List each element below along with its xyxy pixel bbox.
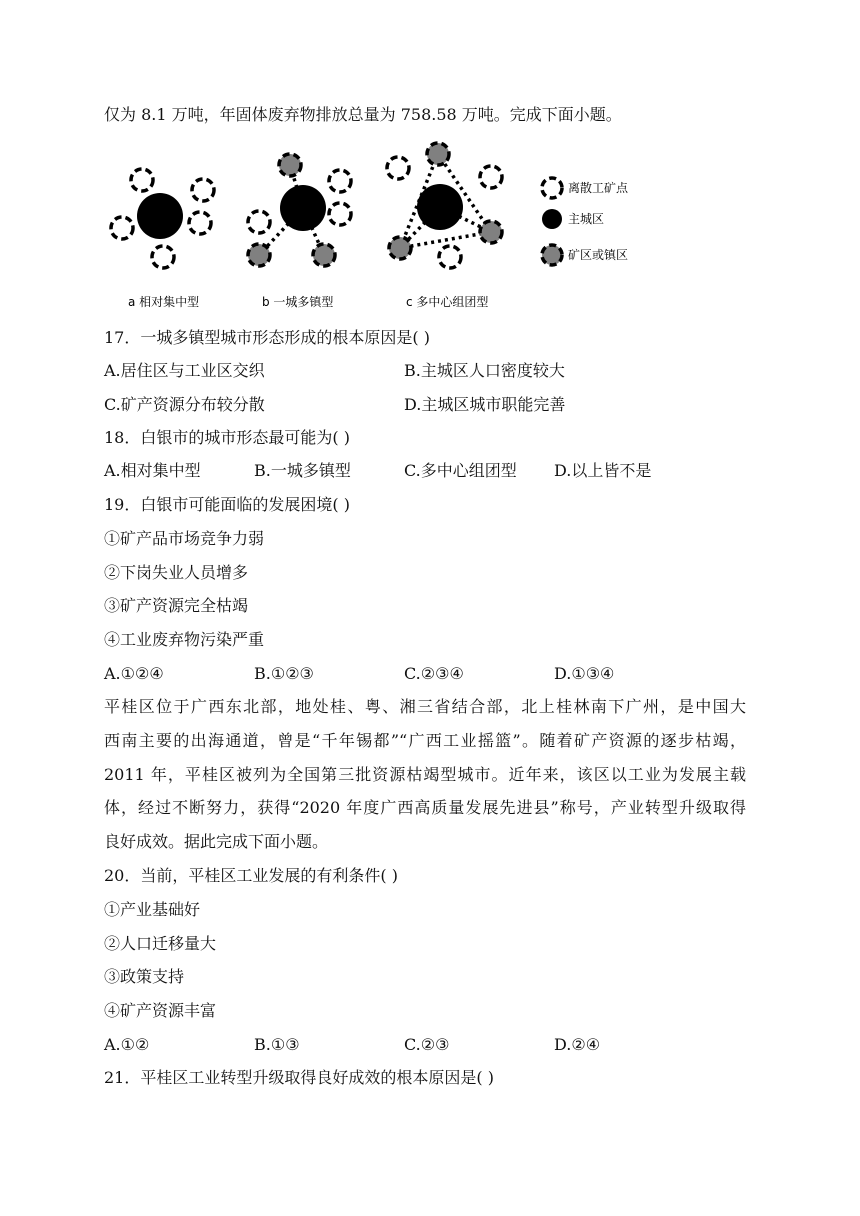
q18-option-b: B.一城多镇型	[254, 461, 351, 480]
mine-town	[480, 221, 502, 243]
legend-dispersed-label: 离散工矿点	[568, 181, 629, 195]
q18-option-c: C.多中心组团型	[404, 461, 517, 480]
q19-option-a: A.①②④	[104, 664, 164, 683]
legend-dispersed-icon	[542, 178, 562, 198]
q18-stem: 18．白银市的城市形态最可能为( )	[104, 428, 350, 447]
q20-stem: 20．当前，平桂区工业发展的有利条件( )	[104, 866, 398, 885]
dispersed-point	[480, 166, 502, 188]
intro-text: 仅为 8.1 万吨，年固体废弃物排放总量为 758.58 万吨。完成下面小题。	[104, 105, 622, 124]
passage-line: 2011 年，平桂区被列为全国第三批资源枯竭型城市。近年来，该区以工业为发展主载	[104, 765, 746, 784]
dispersed-point	[111, 217, 133, 239]
mine-town	[389, 237, 411, 259]
passage-line: 平桂区位于广西东北部，地处桂、粤、湘三省结合部，北上桂林南下广州，是中国大	[104, 697, 746, 716]
q20-item-1: ①产业基础好	[104, 900, 201, 919]
q19-option-c: C.②③④	[404, 664, 464, 683]
q18-option-a: A.相对集中型	[104, 461, 201, 480]
q17-option-a: A.居住区与工业区交织	[104, 361, 265, 380]
legend-main-icon	[542, 209, 562, 229]
q20-option-d: D.②④	[554, 1035, 601, 1054]
dispersed-point	[387, 157, 409, 179]
dispersed-point	[192, 179, 214, 201]
main-city-a	[137, 193, 183, 239]
diagram-a	[111, 169, 214, 268]
mine-town	[279, 154, 301, 176]
mine-town	[427, 143, 449, 165]
city-form-figure	[100, 140, 660, 315]
dispersed-point	[439, 246, 461, 268]
legend-mine-icon	[542, 245, 562, 265]
q19-item-3: ③矿产资源完全枯竭	[104, 596, 249, 615]
q17-option-d: D.主城区城市职能完善	[404, 395, 566, 414]
main-city-b	[280, 185, 326, 231]
dispersed-point	[329, 203, 351, 225]
q19-stem: 19．白银市可能面临的发展困境( )	[104, 495, 350, 514]
q20-option-b: B.①③	[254, 1035, 300, 1054]
mine-town	[313, 244, 335, 266]
q19-item-2: ②下岗失业人员增多	[104, 563, 249, 582]
legend-mine-label: 矿区或镇区	[568, 248, 629, 262]
dispersed-point	[329, 170, 351, 192]
q19-item-4: ④工业废弃物污染严重	[104, 630, 265, 649]
dispersed-point	[131, 169, 153, 191]
dispersed-point	[152, 246, 174, 268]
diagram-c	[387, 143, 502, 268]
main-city-c	[417, 184, 463, 230]
caption-c: c 多中心组团型	[406, 295, 489, 309]
mine-town	[248, 244, 270, 266]
passage-line: 体，经过不断努力，获得“2020 年度广西高质量发展先进县”称号，产业转型升级取得	[104, 798, 746, 817]
q18-option-d: D.以上皆不是	[554, 461, 652, 480]
passage-line: 西南主要的出海通道，曾是“千年锡都”“广西工业摇篮”。随着矿产资源的逐步枯竭，	[104, 731, 746, 750]
passage-line: 良好成效。据此完成下面小题。	[104, 832, 329, 851]
dispersed-point	[248, 211, 270, 233]
legend-main-label: 主城区	[568, 212, 605, 226]
q17-stem: 17．一城多镇型城市形态形成的根本原因是( )	[104, 328, 430, 347]
q19-option-b: B.①②③	[254, 664, 314, 683]
caption-a: a 相对集中型	[128, 295, 200, 309]
legend	[542, 178, 629, 265]
caption-b: b 一城多镇型	[262, 295, 334, 309]
q17-option-c: C.矿产资源分布较分散	[104, 395, 265, 414]
diagram-b	[248, 154, 351, 266]
q17-option-b: B.主城区人口密度较大	[404, 361, 565, 380]
q20-option-c: C.②③	[404, 1035, 450, 1054]
q20-option-a: A.①②	[104, 1035, 150, 1054]
q20-item-3: ③政策支持	[104, 967, 185, 986]
q20-item-2: ②人口迁移量大	[104, 934, 217, 953]
q21-stem: 21．平桂区工业转型升级取得良好成效的根本原因是( )	[104, 1068, 494, 1087]
q19-item-1: ①矿产品市场竞争力弱	[104, 529, 265, 548]
dispersed-point	[189, 212, 211, 234]
q20-item-4: ④矿产资源丰富	[104, 1001, 217, 1020]
q19-option-d: D.①③④	[554, 664, 615, 683]
